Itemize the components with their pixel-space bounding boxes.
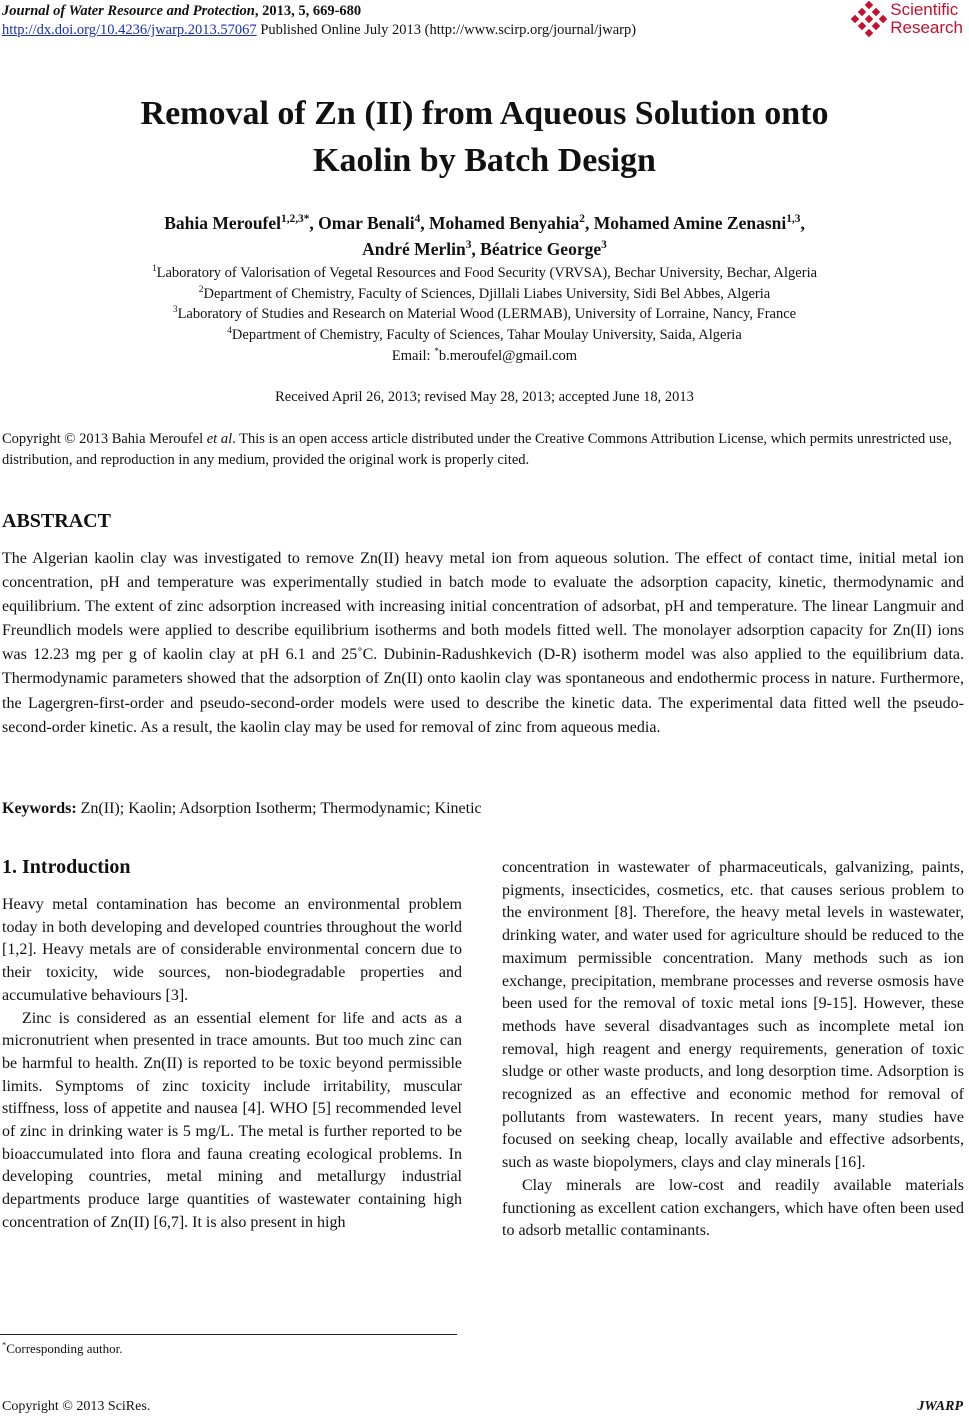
affiliation-3: $^3$Laboratory of Studies and Research on Material Wood (LERMAB), University of Lorraine, Nancy, France [172,305,797,323]
corresponding-author-footnote: *Corresponding author. [2,1339,123,1356]
section-heading-introduction: 1. Introduction [2,856,131,878]
publisher-logo[interactable] [851,1,963,37]
email-address[interactable]: b.meroufel@gmail.com [438,347,578,364]
footnote-divider [0,1334,457,1335]
copyright-notice: Copyright © 2013 Bahia Meroufel et al. This is an open access article distributed under the Creative Commons Attribution License, which permits unrestricted use, distribution, and reproduction in any medium, provided the original work is properly cited. [2,431,952,468]
paper-title [0,90,969,184]
intro-paragraph-2: Zinc is considered as an essential element for life and acts as a micronutrient when presented in trace amounts. But too much zinc can be harmful to health. Zn(II) is reported to be toxic beyond permissible limits. Symptoms of zinc toxicity include irritability, muscular stiffness, loss of appetite and nausea [4]. WHO [5] recommended level of zinc in drinking water is 5 mg/L. The metal is further reported to be bioaccumulated into flora and fauna creating ecological problems. In developing countries, metal mining and metallurgy industrial departments produce large quantities of wastewater containing high concentration of Zn(II) [6,7]. It is also present in high [2,1009,462,1231]
intro-paragraph-3: concentration in wastewater of pharmaceuticals, galvanizing, paints, pigments, insecticides, cosmetics, etc. that causes serious problem to the environment [8]. Therefore, the heavy metal levels in wastewater, drinking water, and water used for agriculture should be reduced to the maximum permissible concentration. Many methods such as ion exchange, precipitation, membrane processes and reverse osmosis have been used for the removal of toxic metal ions [9-15]. However, these methods have several disadvantages such as incomplete metal ion removal, high reagent and energy requirements, generation of toxic sludge or other waste products, and long desorption time. Adsorption is recognized as an effective and economic method for removal of pollutants from wastewaters. In recent years, many studies have focused on seeking cheap, locally available and effective adsorbents, such as waste biopolymers, clays and clay minerals [16]. [502,859,964,1172]
journal-header [2,2,636,40]
journal-citation [2,2,636,21]
footer-journal-abbrev: JWARP [917,1399,963,1414]
keywords-list: Zn(II); Kaolin; Adsorption Isotherm; Thermodynamic; Kinetic [76,800,482,817]
logo-wordmark: Scientific Research [890,0,963,37]
column-left [2,894,462,1235]
journal-issue: , 2013, 5, 669-680 [254,3,362,19]
published-text: Published Online July 2013 (http://www.scirp.org/journal/jwarp) [256,22,637,38]
received-dates: Received April 26, 2013; revised May 28, 2013; accepted June 18, 2013 [275,389,694,405]
journal-name: Journal of Water Resource and Protection [2,3,255,19]
scientific-research-logo-icon [851,1,887,37]
affiliation-4: $^4$Department of Chemistry, Faculty of Sciences, Tahar Moulay University, Saida, Algeria [227,326,742,344]
affiliation-1: $^1$Laboratory of Valorisation of Vegetal Resources and Food Security (VRVSA), Bechar University, Bechar, Algeria [151,264,818,281]
keywords [2,800,482,818]
abstract-heading: ABSTRACT [2,510,111,532]
intro-paragraph-4: Clay minerals are low-cost and readily available materials functioning as excellent cation exchangers, which have often been used to adsorb metallic contaminants. [502,1176,964,1240]
affiliation-2: $^2$Department of Chemistry, Faculty of Sciences, Djillali Liabes University, Sidi Bel Abbes, Algeria [198,284,771,302]
abstract-body: The Algerian kaolin clay was investigated to remove Zn(II) heavy metal ion from aqueous solution. The effect of contact time, initial metal ion concentration, pH and temperature was experimentally studied in batch mode to evaluate the adsorption capacity, kinetic, thermodynamic and equilibrium. The extent of zinc adsorption increased with increasing initial concentration of adsorbat, pH and temperature. The linear Langmuir and Freundlich models were applied to describe equilibrium isotherms and both models fitted well. The monolayer adsorption capacity for Zn(II) ions was 12.23 mg per g of kaolin clay at pH 6.1 and 25˚C. Dubinin-Radushkevich (D-R) isotherm model was also applied to the equilibrium data. Thermodynamic parameters showed that the adsorption of Zn(II) onto kaolin clay was spontaneous and endothermic process in nature. Furthermore, the Lagergren-first-order and pseudo-second-order models were used to describe the kinetic data. The experimental data fitted well the pseudo-second-order kinetic. As a result, the kaolin clay may be used for removal of zinc from aqueous media. [2,550,964,736]
title-line-1: Removal of Zn (II) from Aqueous Solution onto [140,95,829,132]
doi-line [2,21,636,40]
author-line-2: André Merlin$^3$, Béatrice George$^3$ [362,239,607,259]
column-right [502,857,964,1243]
doi-link[interactable]: http://dx.doi.org/10.4236/jwarp.2013.57067 [2,22,257,38]
title-line-2: Kaolin by Batch Design [313,142,656,179]
footer-copyright: Copyright © 2013 SciRes. [2,1399,151,1414]
keywords-label: Keywords: [2,800,77,817]
author-email: Email: *b.meroufel@gmail.com [391,346,578,364]
intro-paragraph-1: Heavy metal contamination has become an environmental problem today in both developing and developed countries throughout the world [1,2]. Heavy metals are of considerable environmental concern due to their toxicity, wide sources, non-biodegradable properties and accumulative behaviours [3]. [2,896,462,1004]
author-line-1: Bahia Meroufel$^{1,2,3*}$, Omar Benali$^4$, Mohamed Benyahia$^2$, Mohamed Amine Zenasni$^{1,3}$, [164,213,805,233]
affiliations [0,263,969,367]
author-list [0,210,969,262]
